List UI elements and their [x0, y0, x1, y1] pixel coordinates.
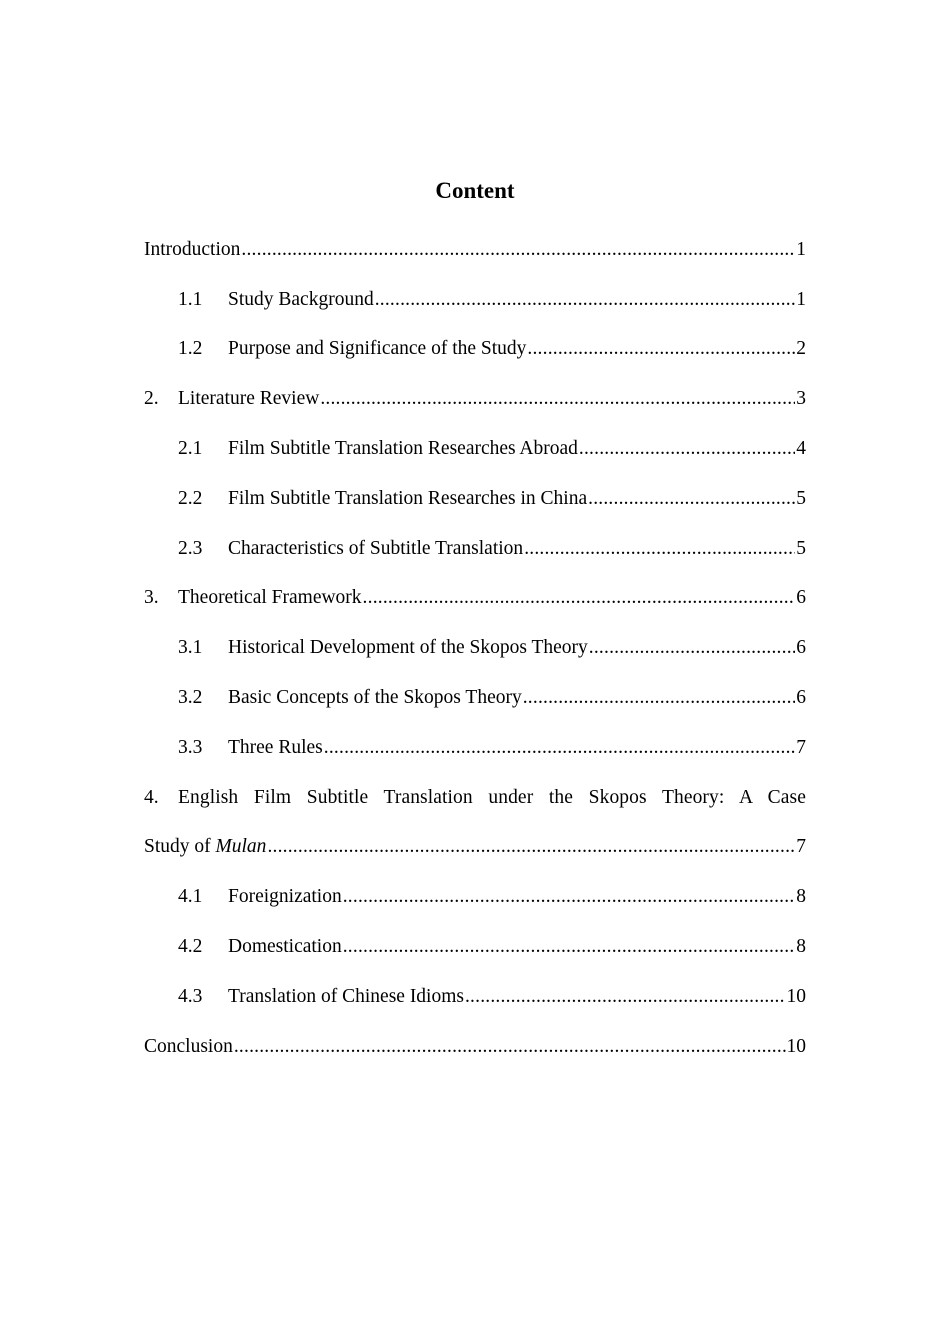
toc-entry-2[interactable] [144, 374, 806, 424]
toc-entry-page: 8 [795, 932, 806, 962]
toc-entry-number: 1.2 [178, 338, 203, 360]
toc-entry-number: 4.1 [178, 886, 203, 908]
toc-entry-4-line1[interactable] [144, 773, 806, 823]
toc-entry-text: Three Rules ..... [228, 733, 795, 763]
toc-entry-4-2[interactable] [144, 922, 806, 972]
toc-entry-page: 2 [795, 334, 806, 364]
toc-entry-page: 3 [795, 384, 806, 414]
toc-entry-4-3[interactable] [144, 972, 806, 1022]
toc-entry-text-line2 [144, 832, 795, 862]
toc-entry-page: 5 [795, 484, 806, 514]
toc-entry-text: Film Subtitle Translation Researches Abroad ..... [228, 434, 795, 464]
toc-entry-1-2[interactable] [144, 325, 806, 375]
toc-entry-number: 1.1 [178, 288, 203, 310]
toc-entry-4-line2[interactable] [144, 823, 806, 873]
toc-entry-2-2[interactable] [144, 474, 806, 524]
toc-entry-page: 1 [795, 235, 806, 265]
toc-entry-3[interactable] [144, 574, 806, 624]
toc-entry-text: Conclusion ..... [144, 1032, 786, 1062]
toc-entry-page: 10 [786, 982, 807, 1012]
toc-entry-text: Translation of Chinese Idioms ..... [228, 982, 786, 1012]
toc-entry-3-2[interactable] [144, 673, 806, 723]
toc-entry-text: Foreignization ..... [228, 882, 795, 912]
toc-entry-number: 3.1 [178, 637, 203, 659]
toc-entry-text: Study Background ..... [228, 285, 795, 315]
toc-entry-text: Theoretical Framework ..... [178, 583, 795, 613]
toc-entry-number: 3.2 [178, 687, 203, 709]
toc-entry-4-1[interactable] [144, 872, 806, 922]
toc-entry-1-1[interactable] [144, 275, 806, 325]
toc-entry-page: 6 [795, 683, 806, 713]
toc-entry-conclusion[interactable] [144, 1022, 806, 1072]
toc-entry-number: 4.3 [178, 985, 203, 1007]
toc-entry-number: 2.1 [178, 438, 203, 460]
toc-entry-2-1[interactable] [144, 424, 806, 474]
table-of-contents [144, 225, 806, 1072]
toc-entry-number: 3. [144, 587, 159, 609]
toc-entry-page: 10 [786, 1032, 807, 1062]
toc-entry-number: 3.3 [178, 736, 203, 758]
toc-entry-page: 7 [795, 733, 806, 763]
toc-entry-2-3[interactable] [144, 524, 806, 574]
toc-entry-text: Literature Review ..... [178, 384, 795, 414]
toc-entry-text: Introduction ..... [144, 235, 795, 265]
toc-entry-number: 2. [144, 388, 159, 410]
toc-entry-3-3[interactable] [144, 723, 806, 773]
toc-entry-page: 5 [795, 534, 806, 564]
toc-entry-introduction[interactable] [144, 225, 806, 275]
toc-entry-text-italic: Mulan [215, 836, 267, 858]
toc-entry-number: 2.2 [178, 487, 203, 509]
toc-entry-number: 2.3 [178, 537, 203, 559]
toc-entry-page: 4 [795, 434, 806, 464]
toc-entry-number: 4. [144, 786, 159, 808]
toc-entry-text: Domestication ..... [228, 932, 795, 962]
toc-entry-page: 6 [795, 583, 806, 613]
toc-entry-page: 1 [795, 285, 806, 315]
toc-entry-text: Historical Development of the Skopos Theory ..... [228, 633, 795, 663]
toc-entry-page: 7 [795, 832, 806, 862]
toc-entry-text: Characteristics of Subtitle Translation ..... [228, 534, 795, 564]
toc-entry-text-line1: English Film Subtitle Translation under the Skopos Theory: A Case [178, 786, 806, 808]
toc-entry-page: 6 [795, 633, 806, 663]
page-title: Content [435, 178, 515, 203]
toc-entry-number: 4.2 [178, 936, 203, 958]
toc-entry-text: Basic Concepts of the Skopos Theory ..... [228, 683, 795, 713]
toc-entry-page: 8 [795, 882, 806, 912]
toc-entry-3-1[interactable] [144, 623, 806, 673]
toc-entry-text-prefix: Study of [144, 836, 216, 858]
toc-entry-text: Purpose and Significance of the Study ..... [228, 334, 795, 364]
toc-entry-text: Film Subtitle Translation Researches in China ..... [228, 484, 795, 514]
